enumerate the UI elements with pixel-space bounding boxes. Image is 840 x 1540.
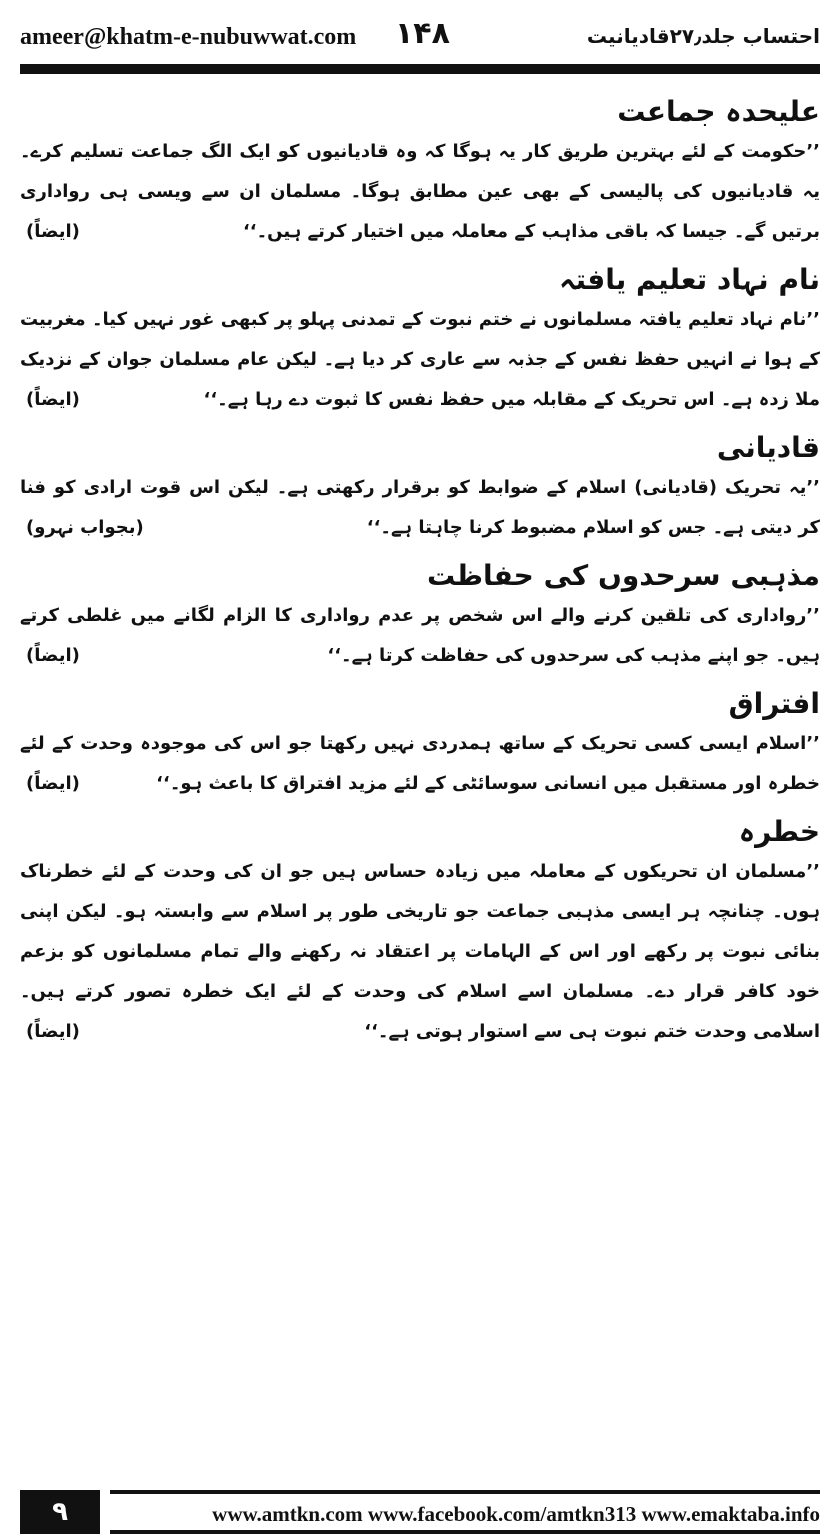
quote-text: ’’یہ تحریک (قادیانی) اسلام کے ضوابط کو برقرار رکھتی ہے۔ لیکن اس قوت ارادی کو فنا کر دیتی ہے۔ جس کو اسلام مضبوط کرنا چاہتا ہے۔‘‘	[20, 477, 820, 538]
section-quote	[20, 852, 820, 1052]
section-separate-community	[20, 92, 820, 252]
quote-reference: (ایضاً)	[26, 389, 80, 410]
footer-links: www.amtkn.com www.facebook.com/amtkn313 www.emaktaba.info	[212, 1502, 820, 1526]
section-quote	[20, 132, 820, 252]
quote-reference: (بجواب نہرو)	[26, 517, 144, 538]
quote-text: ’’رواداری کی تلقین کرنے والے اس شخص پر عدم رواداری کا الزام لگانے میں غلطی کرتے ہیں۔ جو اپنے مذہب کی سرحدوں کی حفاظت کرتا ہے۔‘‘	[20, 605, 820, 666]
section-quote	[20, 596, 820, 676]
quote-text: ’’نام نہاد تعلیم یافتہ مسلمانوں نے ختم نبوت کے تمدنی پہلو پر کبھی غور نہیں کیا۔ مغربیت کے ہوا نے انہیں حفظ نفس کے جذبہ سے عاری کر دیا ہے۔ لیکن عام مسلمان جوان کے نزدیک ملا زدہ ہے۔ اس تحریک کے مقابلہ میں حفظ نفس کا ثبوت دے رہا ہے۔‘‘	[20, 309, 820, 410]
section-division	[20, 684, 820, 804]
quote-reference: (ایضاً)	[26, 645, 80, 666]
section-quote	[20, 468, 820, 548]
page-header	[20, 10, 820, 56]
section-religious-borders	[20, 556, 820, 676]
quote-reference: (ایضاً)	[26, 221, 80, 242]
section-heading: علیحدہ جماعت	[617, 95, 820, 128]
section-heading: خطرہ	[738, 815, 820, 848]
section-heading: قادیانی	[716, 431, 820, 464]
quote-reference: (ایضاً)	[26, 773, 80, 794]
quote-text: ’’حکومت کے لئے بہترین طریق کار یہ ہوگا کہ وہ قادیانیوں کو ایک الگ جماعت تسلیم کرے۔ یہ قادیانیوں کی پالیسی کے بھی عین مطابق ہوگا۔ مسلمان ان سے ویسی ہی رواداری برتیں گے۔ جیسا کہ باقی مذاہب کے معاملہ میں اختیار کرتے ہیں۔‘‘	[20, 141, 820, 242]
page-content	[20, 84, 820, 1478]
section-heading: نام نہاد تعلیم یافتہ	[559, 263, 820, 296]
quote-text: ’’مسلمان ان تحریکوں کے معاملہ میں زیادہ حساس ہیں جو ان کی وحدت کے لئے خطرناک ہوں۔ چنانچہ ہر ایسی مذہبی جماعت جو تاریخی طور پر اسلام سے وابستہ ہو۔ لیکن اپنی بنائی نبوت پر رکھے اور اس کے الہامات پر اعتقاد نہ رکھنے والے تمام مسلمانوں کو بزعم خود کافر قرار دے۔ مسلمان اسے اسلام کی وحدت کے لئے ایک خطرہ تصور کرتے ہیں۔ اسلامی وحدت ختم نبوت ہی سے استوار ہوتی ہے۔‘‘	[20, 861, 820, 1042]
book-title: احتساب جلد۲۷٫قادیانیت	[586, 24, 820, 48]
section-heading: مذہبی سرحدوں کی حفاظت	[427, 559, 820, 592]
quote-text: ’’اسلام ایسی کسی تحریک کے ساتھ ہمدردی نہیں رکھتا جو اس کی موجودہ وحدت کے لئے خطرہ اور مستقبل میں انسانی سوسائٹی کے لئے مزید افتراق کا باعث ہو۔‘‘	[20, 733, 820, 794]
section-quote	[20, 300, 820, 420]
section-so-called-educated	[20, 260, 820, 420]
section-heading: افتراق	[728, 687, 820, 720]
quote-reference: (ایضاً)	[26, 1021, 80, 1042]
footer-bar	[110, 1490, 820, 1534]
section-quote	[20, 724, 820, 804]
footer-number: ۹	[20, 1490, 100, 1534]
page-footer	[20, 1490, 820, 1534]
section-qadiani	[20, 428, 820, 548]
header-rule	[20, 64, 820, 74]
header-email: ameer@khatm-e-nubuwwat.com	[20, 24, 357, 50]
page-number: ۱۴۸	[395, 16, 450, 51]
section-danger	[20, 812, 820, 1052]
